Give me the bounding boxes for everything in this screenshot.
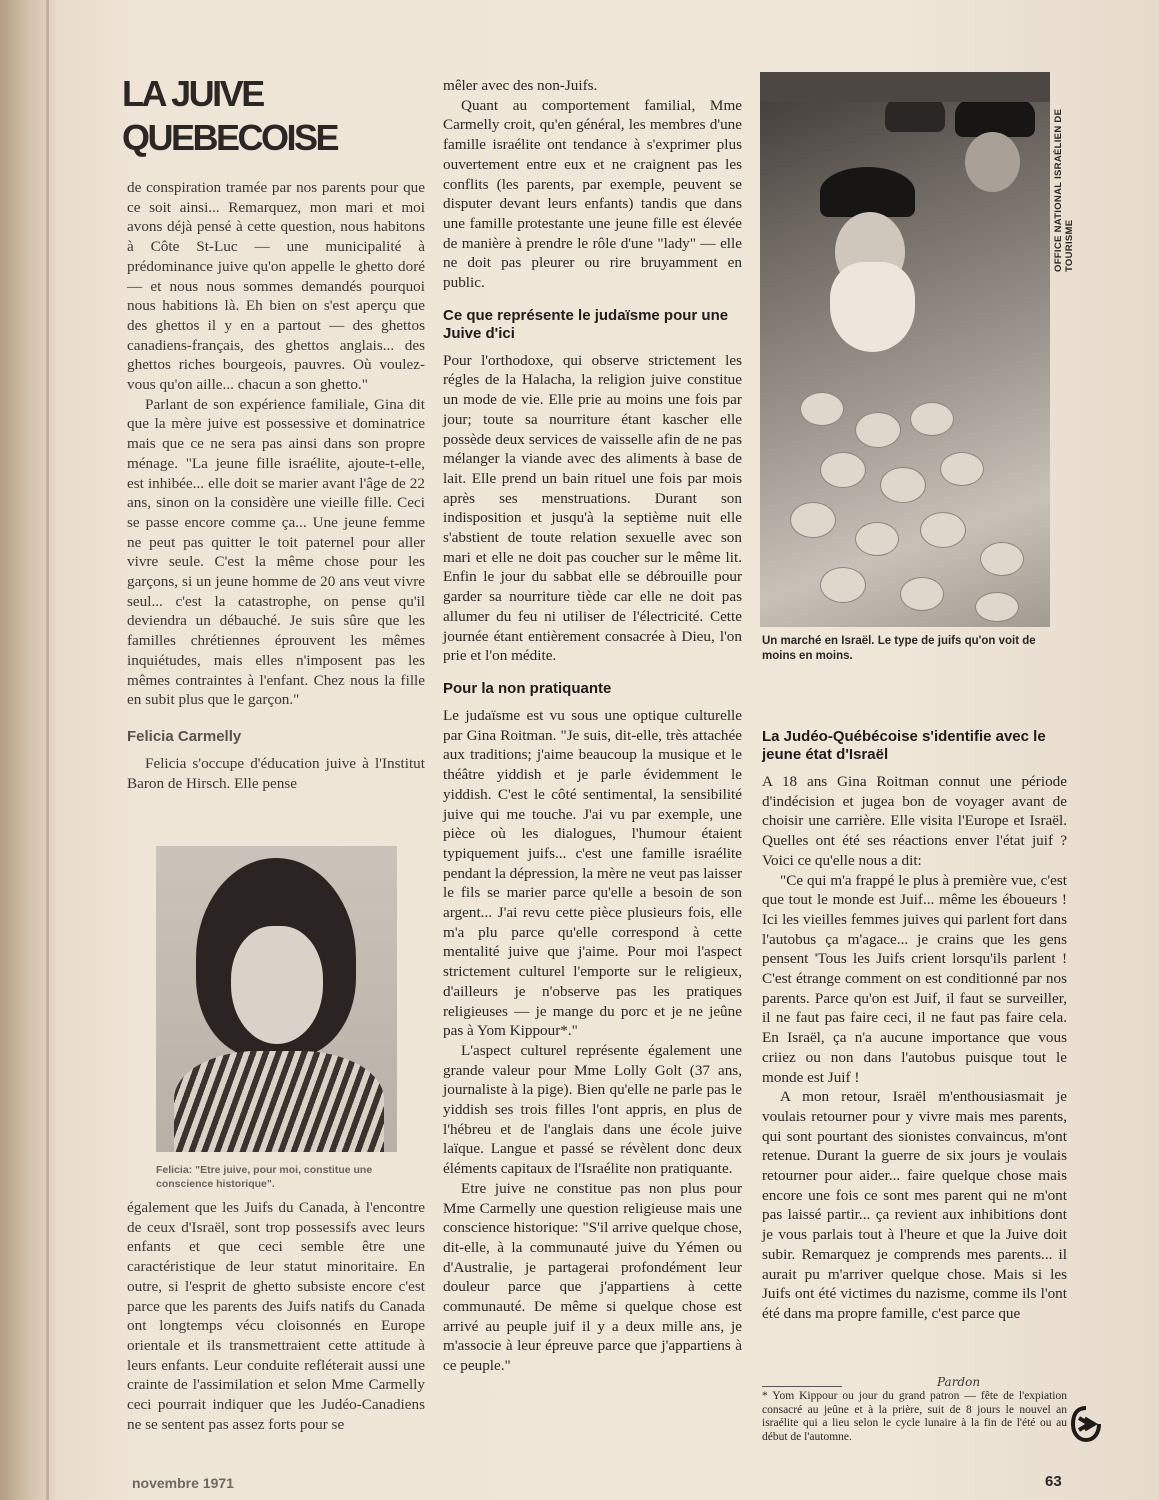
binding-fold	[46, 0, 49, 1500]
col1-subheading: Felicia Carmelly	[127, 727, 242, 745]
col3-subheading: La Judéo-Québécoise s'identifie avec le jeune état d'Israël	[762, 728, 1046, 763]
col2-paragraph-5: L'aspect culturel représente également une grande valeur pour Mme Lolly Golt (37 ans, journaliste à la pige). Bien qu'elle ne parle pas le yiddish ses trois filles l'ont appris, en plus de l'hébreu et de l'anglais dans une école juive laïque. Langue et passé se révèlent donc deux éléments capitaux de l'Israélite non pratiquante.	[443, 1041, 742, 1178]
egg	[880, 467, 926, 503]
col2-paragraph-3: Pour l'orthodoxe, qui observe strictement les régles de la Halacha, la religion juive constitue un mode de vie. Elle prie au moins une fois par jour; toute sa nourriture étant kascher elle possède deux services de vaisselle afin de ne pas mélanger la viande avec des aliments à base de lait. Elle prend un bain rituel une fois par mois après ses menstruations. Durant son indisposition et jusqu'à la septième nuit elle s'abstient de toute relation sexuelle avec son mari et elle ne doit pas coucher sur le même lit. Enfin le jour du sabbat elle se débrouille pour garder sa nourriture tiède car elle ne doit pas allumer du feu ni utiliser de l'électricité. Cette journée étant entièrement consacrée à Dieu, l'on prie et l'on médite.	[443, 351, 742, 665]
photo-credit: OFFICE NATIONAL ISRAÉLIEN DE TOURISME	[1053, 108, 1075, 272]
issue-date: novembre 1971	[132, 1475, 234, 1491]
magazine-logo-icon	[1071, 1406, 1101, 1442]
egg	[855, 522, 899, 556]
portrait-striped-blouse	[174, 1051, 384, 1152]
egg	[920, 512, 966, 548]
col1-paragraph-2: Parlant de son expérience familiale, Gina dit que la mère juive est possessive et dominatrice mais que ce ne sera pas ainsi dans son propre ménage. "La jeune fille israélite, ajoute-t-elle, est inhibée... elle doit se marier avant l'âge de 22 ans, sinon on la considère une vieille fille. Ceci se passe encore comme ça... Une jeune femme ne peut pas quitter le toit paternel pour aller vivre seule. C'est la même chose pour les garçons, si un jeune homme de 20 ans veut vivre seul... c'est la catastrophe, on pense qu'il deviendra un débauché. Je suis sûre que les familles chrétiennes éprouvent les mêmes inquiétudes, mais elles n'imposent pas les mêmes contraintes à l'enfant. Chez nous la fille en subit plus que le garçon."	[127, 395, 425, 709]
footnote-rule	[762, 1386, 842, 1387]
egg	[910, 402, 954, 436]
rabbi-hat	[820, 167, 915, 217]
headline-line-1: LA JUIVE	[122, 73, 263, 114]
page-number: 63	[1045, 1473, 1062, 1490]
col2-subheading-2: Pour la non pratiquante	[443, 679, 612, 697]
egg	[975, 592, 1019, 622]
column-1-lower	[127, 1198, 425, 1434]
column-1	[127, 178, 425, 793]
egg	[800, 392, 844, 426]
col1-paragraph-1: de conspiration tramée par nos parents pour que ce soit ainsi... Remarquez, mon mari et moi avons déjà pensé à cette question, nous habitons à Côte St-Luc — une municipalité à prédominance juive qu'on appelle le ghetto doré — et nous nous sommes demandés pourquoi nous habitions là. Eh bien on s'est aperçu que des ghettos il y en a partout — des ghettos canadiens-français, des ghettos anglais... des ghettos riches bourgeois, pauvres. Où voulez-vous qu'on aille... chacun a son ghetto."	[127, 179, 425, 394]
portrait-face	[231, 926, 323, 1044]
article-headline	[122, 72, 422, 160]
col1-paragraph-3: Felicia s'occupe d'éducation juive à l'Institut Baron de Hirsch. Elle pense	[127, 754, 425, 792]
headline-line-2: QUEBECOISE	[122, 117, 338, 158]
column-2	[443, 76, 742, 1376]
portrait-photo	[156, 846, 397, 1152]
col2-paragraph-6: Etre juive ne constitue pas non plus pour Mme Carmelly une question religieuse mais une conscience historique: "S'il arrive quelque chose, dit-elle, à la communauté juive du Yémen ou d'Australie, je partagerai profondément leur douleur parce que j'appartiens à cette communauté. De même si quelque chose est arrivé au peuple juif il y a deux mille ans, je m'associe à leur épreuve parce que j'appartiens à ce peuple."	[443, 1179, 742, 1375]
col2-paragraph-4: Le judaïsme est vu sous une optique culturelle par Gina Roitman. "Je suis, dit-elle, très attachée aux traditions; j'aime beaucoup la musique et le théâtre yiddish et je parle évidemment le yiddish. C'est le côté sentimental, la sensibilité juive qui me touche. J'ai vu par exemple, une pièce où les dialogues, l'humour étaient typiquement juifs... c'est une famille israélite pendant la dépression, la mère ne veut pas laisser le fils se marier parce qu'elle a besoin de son argent... J'ai revu cette pièce plusieurs fois, elle m'a plu parce qu'elle correspond à cette mentalité juive que j'aime. Pour moi l'aspect strictement culturel l'emporte sur le religieux, d'ailleurs je n'observe pas les pratiques religieuses — je mange du porc et je ne jeûne pas à Yom Kippour*."	[443, 706, 743, 1040]
egg	[790, 502, 836, 538]
egg	[820, 452, 866, 488]
egg	[855, 412, 901, 448]
col3-paragraph-1: A 18 ans Gina Roitman connut une période d'indécision et jugea bon de voyager avant de choisir une carrière. Elle visita l'Europe et Israël. Quelles ont été ses réactions enver l'état juif ? Voici ce qu'elle nous a dit:	[762, 773, 1067, 869]
egg	[900, 577, 944, 611]
col3-paragraph-3: A mon retour, Israël m'enthousiasmait je voulais retourner pour y vivre mais mes parents, qui sont pourtant des sionistes convaincus, m'ont retenue. Durant la guerre de six jours je voulais retourner pour aider... faire quelque chose mais encore une fois ce sont mes parent qui ne m'ont pas laissé partir... ça revient aux inhibitions dont je vous parlais tout à l'heure et que la Juive doit subir. Remarquez je comprends mes parents... il aurait pu m'arriver quelque chose. Mais si les Juifs ont été victimes du nazisme, comme ils l'ont été dans ma propre famille, c'est parce que	[762, 1088, 1067, 1322]
footnote: * Yom Kippour ou jour du grand patron — fête de l'expiation consacré au jeûne et à la prière, suit de 8 jours le nouvel an israélite qui a lieu selon le cycle lunaire à la fin de l'été ou au début de l'automne.	[762, 1390, 1067, 1443]
handwritten-note: Pardon	[937, 1375, 981, 1389]
col2-paragraph-2: Quant au comportement familial, Mme Carmelly croit, qu'en général, les membres d'une famille israélite ont tendance à s'exprimer plus ouvertement entre eux et ne craignent pas les conflits (les parents, par exemple, peuvent se disputer devant leurs enfants) tandis que dans une famille protestante une jeune fille est élevée de manière à prendre le rôle d'une "lady" — elle ne doit pas pleurer ou rire bruyamment en public.	[443, 96, 742, 292]
portrait-caption: Felicia: "Etre juive, pour moi, constitue une conscience historique".	[156, 1164, 373, 1190]
column-3	[762, 728, 1067, 1324]
market-photo-caption: Un marché en Israël. Le type de juifs qu'on voit de moins en moins.	[762, 635, 1036, 662]
col2-paragraph-1: mêler avec des non-Juifs.	[443, 77, 598, 94]
col3-paragraph-2: "Ce qui m'a frappé le plus à première vue, c'est que tout le monde est Juif... même les éboueurs ! Ici les vieilles femmes juives qui parlent fort dans l'autobus ça m'agace... je crains que les gens pensent 'Tous les Juifs crient lorsqu'ils parlent ! C'est étrange comment on est conditionné par nos parents. Parce qu'on est Juif, il faut se surveiller, il ne faut pas faire ceci, il ne faut pas faire cela. En Israël, ça n'a aucune importance que vous criiez ou non dans l'autobus puisque tout le monde est Juif !	[762, 871, 1067, 1086]
market-photo	[760, 72, 1050, 627]
egg	[940, 452, 984, 486]
col2-subheading-1: Ce que représente le judaïsme pour une Juive d'ici	[443, 306, 729, 342]
rabbi-beard	[830, 262, 915, 352]
background-crowd	[760, 72, 1050, 102]
col1-paragraph-4: également que les Juifs du Canada, à l'encontre de ceux d'Israël, sont trop possessifs avec leurs enfants et que ceci semble être une caractéristique de leur statut minoritaire. En outre, si l'esprit de ghetto subsiste encore c'est parce que les parents des Juifs natifs du Canada ont longtemps vécu cloisonnés en Europe orientale et ils transmettraient cette attitude à leurs enfants. Leur conduite refléterait aussi une crainte de l'assimilation et selon Mme Carmelly ceci pourrait indiquer que les Judéo-Canadiens ne se sentent pas assez forts pour se	[127, 1199, 425, 1433]
egg	[820, 567, 866, 603]
man-face	[965, 132, 1020, 192]
egg	[980, 542, 1024, 576]
